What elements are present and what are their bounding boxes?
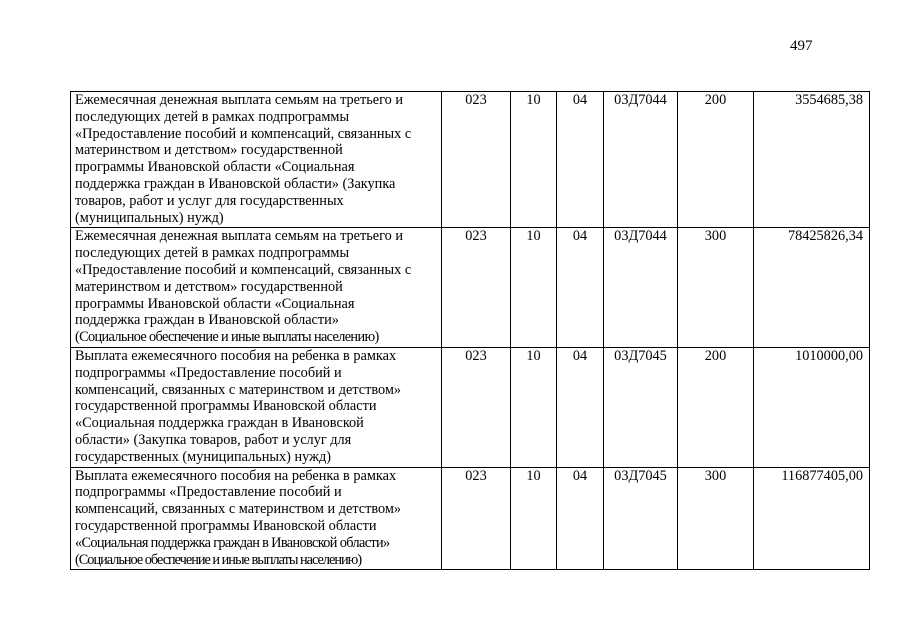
description-line: (муниципальных) нужд) bbox=[75, 209, 224, 226]
subsection-code-cell: 04 bbox=[557, 228, 604, 348]
description-line: (Социальное обеспечение и иные выплаты населению) bbox=[75, 329, 379, 346]
description-line: последующих детей в рамках подпрограммы bbox=[75, 108, 350, 125]
section-code-cell: 10 bbox=[511, 347, 557, 467]
description-line: последующих детей в рамках подпрограммы bbox=[75, 245, 350, 262]
grbs-code-cell: 023 bbox=[442, 228, 511, 348]
amount-cell: 116877405,00 bbox=[754, 467, 870, 570]
description-line: Выплата ежемесячного пособия на ребенка в рамках bbox=[75, 347, 397, 364]
description-line: (Социальное обеспечение и иные выплаты населению) bbox=[75, 551, 362, 568]
expense-type-cell: 200 bbox=[678, 347, 754, 467]
description-line: материнством и детством» государственной bbox=[75, 142, 343, 159]
budget-table bbox=[70, 91, 870, 570]
table-row bbox=[71, 228, 870, 348]
description-line: государственной программы Ивановской области bbox=[75, 398, 377, 415]
section-code-cell: 10 bbox=[511, 228, 557, 348]
description-line: программы Ивановской области «Социальная bbox=[75, 295, 355, 312]
table-row bbox=[71, 467, 870, 570]
section-code-cell: 10 bbox=[511, 92, 557, 228]
grbs-code-cell: 023 bbox=[442, 92, 511, 228]
subsection-code-cell: 04 bbox=[557, 92, 604, 228]
description-line: «Социальная поддержка граждан в Ивановской bbox=[75, 415, 364, 432]
subsection-code-cell: 04 bbox=[557, 467, 604, 570]
table-row bbox=[71, 92, 870, 228]
amount-cell: 1010000,00 bbox=[754, 347, 870, 467]
row-description bbox=[71, 467, 442, 570]
description-line: государственной программы Ивановской области bbox=[75, 517, 377, 534]
description-line: области» (Закупка товаров, работ и услуг для bbox=[75, 431, 352, 448]
target-article-cell: 03Д7044 bbox=[604, 92, 678, 228]
description-line: товаров, работ и услуг для государственных bbox=[75, 192, 344, 209]
row-description bbox=[71, 347, 442, 467]
target-article-cell: 03Д7044 bbox=[604, 228, 678, 348]
description-line: программы Ивановской области «Социальная bbox=[75, 159, 355, 176]
description-line: подпрограммы «Предоставление пособий и bbox=[75, 364, 342, 381]
description-line: Ежемесячная денежная выплата семьям на третьего и bbox=[75, 92, 403, 108]
amount-cell: 78425826,34 bbox=[754, 228, 870, 348]
target-article-cell: 03Д7045 bbox=[604, 467, 678, 570]
description-line: компенсаций, связанных с материнством и детством» bbox=[75, 501, 402, 518]
target-article-cell: 03Д7045 bbox=[604, 347, 678, 467]
description-line: материнством и детством» государственной bbox=[75, 278, 343, 295]
description-line: Выплата ежемесячного пособия на ребенка в рамках bbox=[75, 467, 397, 484]
description-line: поддержка граждан в Ивановской области» (Закупка bbox=[75, 175, 396, 192]
description-line: поддержка граждан в Ивановской области» bbox=[75, 312, 339, 329]
description-line: подпрограммы «Предоставление пособий и bbox=[75, 484, 342, 501]
section-code-cell: 10 bbox=[511, 467, 557, 570]
grbs-code-cell: 023 bbox=[442, 467, 511, 570]
amount-cell: 3554685,38 bbox=[754, 92, 870, 228]
description-line: «Социальная поддержка граждан в Ивановской области» bbox=[75, 534, 390, 551]
expense-type-cell: 200 bbox=[678, 92, 754, 228]
table-row bbox=[71, 347, 870, 467]
expense-type-cell: 300 bbox=[678, 228, 754, 348]
description-line: «Предоставление пособий и компенсаций, связанных с bbox=[75, 261, 412, 278]
row-description bbox=[71, 92, 442, 228]
subsection-code-cell: 04 bbox=[557, 347, 604, 467]
expense-type-cell: 300 bbox=[678, 467, 754, 570]
description-line: государственных (муниципальных) нужд) bbox=[75, 448, 332, 465]
description-line: Ежемесячная денежная выплата семьям на третьего и bbox=[75, 228, 403, 245]
grbs-code-cell: 023 bbox=[442, 347, 511, 467]
row-description bbox=[71, 228, 442, 348]
description-line: компенсаций, связанных с материнством и детством» bbox=[75, 381, 402, 398]
description-line: «Предоставление пособий и компенсаций, связанных с bbox=[75, 125, 412, 142]
page-number: 497 bbox=[790, 38, 813, 54]
